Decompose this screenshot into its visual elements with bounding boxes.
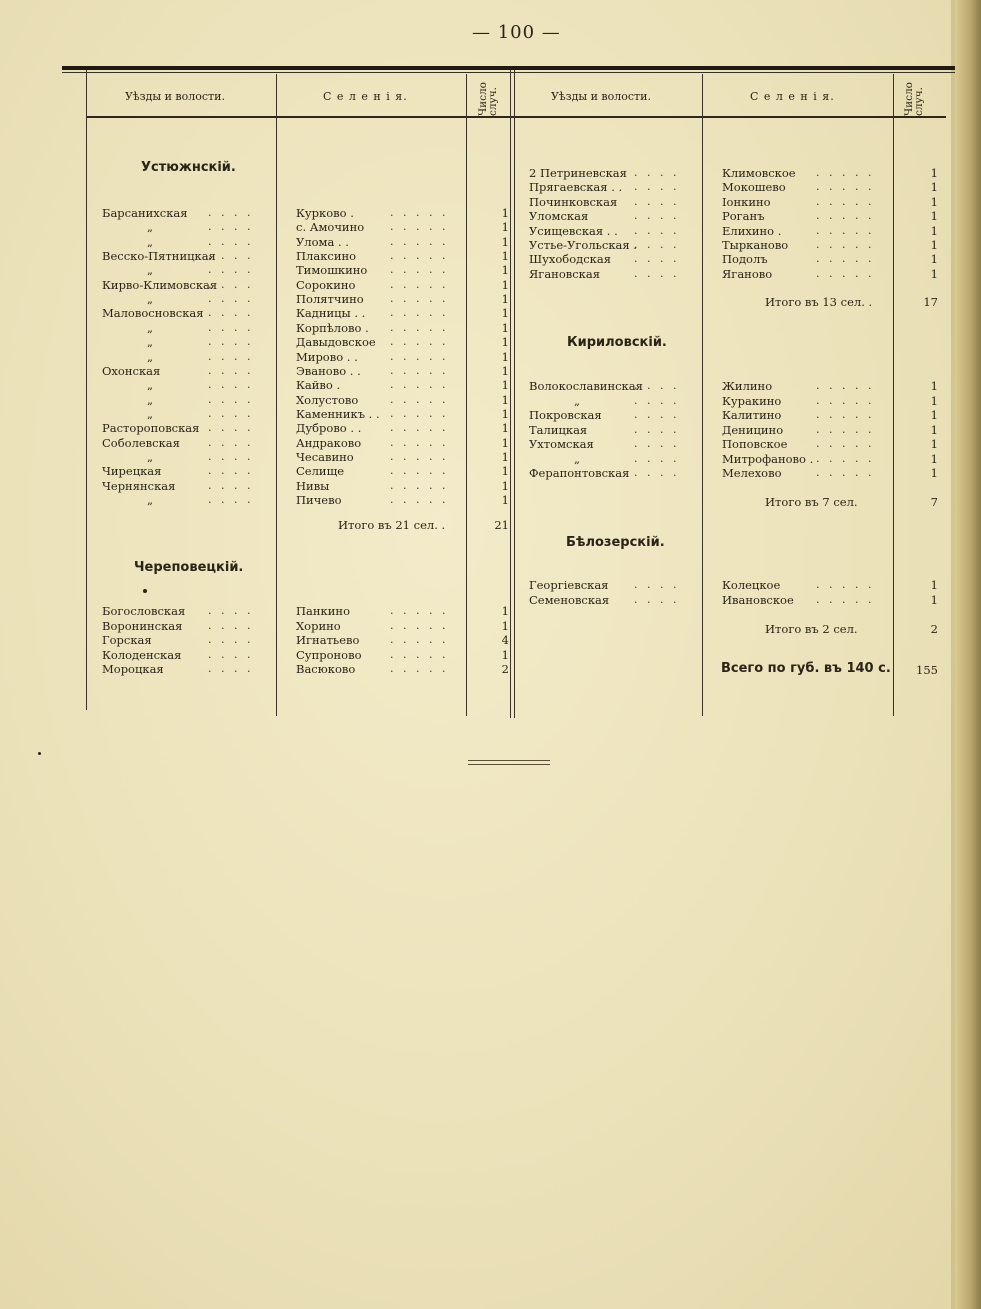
row-village: Митрофаново . xyxy=(722,452,814,466)
header-count-right: Число случ. xyxy=(903,82,925,116)
leader-dots: . . . . . xyxy=(390,364,449,377)
row-volost: Устье-Угольская . xyxy=(529,238,637,252)
leader-dots: . . . . xyxy=(208,648,254,661)
row-count: 1 xyxy=(501,619,509,633)
row-volost: „ xyxy=(574,452,580,466)
row-village: Жилино xyxy=(722,379,773,393)
row-volost: „ xyxy=(147,335,153,349)
leader-dots: . . . . xyxy=(208,393,254,406)
row-village: Тимошкино xyxy=(296,263,368,277)
leader-dots: . . . . xyxy=(208,220,254,233)
row-count: 1 xyxy=(501,604,509,618)
leader-dots: . . . . . xyxy=(390,407,449,420)
header-district-left: Уѣзды и волости. xyxy=(125,90,225,103)
row-count: 1 xyxy=(930,408,938,422)
leader-dots: . . . . xyxy=(208,278,254,291)
row-village: Сорокино xyxy=(296,278,356,292)
leader-dots: . . . . . xyxy=(816,423,875,436)
row-volost: Семеновская xyxy=(529,593,610,607)
row-volost: Починковская xyxy=(529,195,618,209)
section-title-belozersk: Бѣлозерскій. xyxy=(566,535,665,550)
row-village: Мелехово xyxy=(722,466,782,480)
row-village: Мирово . . xyxy=(296,350,358,364)
row-village: Куракино xyxy=(722,394,782,408)
row-count: 1 xyxy=(930,466,938,480)
row-village: Давыдовское xyxy=(296,335,376,349)
leader-dots: . . . . xyxy=(634,252,680,265)
row-volost: „ xyxy=(147,321,153,335)
row-count: 1 xyxy=(501,335,509,349)
row-count: 1 xyxy=(930,180,938,194)
row-volost: Георгіевская xyxy=(529,578,609,592)
row-count: 1 xyxy=(930,452,938,466)
total-ustyuzhna-value: 21 xyxy=(494,518,509,532)
row-count: 1 xyxy=(501,450,509,464)
row-count: 1 xyxy=(501,464,509,478)
row-village: Игнатьево xyxy=(296,633,360,647)
row-volost: Весско-Пятницкая xyxy=(102,249,216,263)
row-count: 1 xyxy=(501,648,509,662)
leader-dots: . . . . . xyxy=(390,220,449,233)
section-title-cherepovets: Череповецкій. xyxy=(134,560,244,575)
leader-dots: . . . . xyxy=(208,407,254,420)
leader-dots: . . . . xyxy=(208,662,254,675)
end-rule-2 xyxy=(468,764,550,765)
total-belozersk-label: Итого въ 2 сел. xyxy=(765,622,858,636)
leader-dots: . . . . xyxy=(634,466,680,479)
header-villages-left: С е л е н і я. xyxy=(323,90,408,103)
row-volost: Растороповская xyxy=(102,421,200,435)
header-villages-right: С е л е н і я. xyxy=(750,90,835,103)
leader-dots: . . . . xyxy=(634,238,680,251)
row-count: 1 xyxy=(930,166,938,180)
row-volost: Богословская xyxy=(102,604,186,618)
leader-dots: . . . . . xyxy=(390,206,449,219)
leader-dots: . . . . xyxy=(634,180,680,193)
row-volost: „ xyxy=(147,407,153,421)
leader-dots: . . . . xyxy=(634,593,680,606)
leader-dots: . . . . . xyxy=(816,180,875,193)
row-village: Ивановское xyxy=(722,593,794,607)
leader-dots: . . . . xyxy=(208,450,254,463)
row-count: 1 xyxy=(501,220,509,234)
row-village: Климовское xyxy=(722,166,796,180)
col-divider-double xyxy=(510,70,511,718)
row-count: 1 xyxy=(501,407,509,421)
row-volost: „ xyxy=(147,235,153,249)
total-continued-value: 17 xyxy=(923,295,938,309)
leader-dots: . . . . xyxy=(208,493,254,506)
row-count: 1 xyxy=(930,379,938,393)
row-village: Эваново . . xyxy=(296,364,361,378)
leader-dots: . . . . . xyxy=(816,466,875,479)
row-village: Панкино xyxy=(296,604,350,618)
row-count: 1 xyxy=(501,321,509,335)
row-volost: Горская xyxy=(102,633,152,647)
row-volost: Мороцкая xyxy=(102,662,164,676)
row-village: с. Амочино xyxy=(296,220,365,234)
row-count: 1 xyxy=(930,209,938,223)
leader-dots: . . . . xyxy=(634,437,680,450)
leader-dots: . . . . . xyxy=(390,350,449,363)
row-village: Деницино xyxy=(722,423,784,437)
row-village: Дуброво . . xyxy=(296,421,362,435)
row-village: Корпѣлово . xyxy=(296,321,369,335)
leader-dots: . . . . . xyxy=(816,238,875,251)
col-divider xyxy=(466,74,467,716)
leader-dots: . . . . . xyxy=(390,378,449,391)
leader-dots: . . . . xyxy=(634,379,680,392)
row-village: Улома . . xyxy=(296,235,349,249)
leader-dots: . . . . . xyxy=(816,224,875,237)
row-count: 1 xyxy=(930,267,938,281)
leader-dots: . . . . . xyxy=(816,408,875,421)
row-count: 1 xyxy=(930,394,938,408)
row-volost: Талицкая xyxy=(529,423,588,437)
row-count: 1 xyxy=(501,350,509,364)
col-divider-double xyxy=(514,70,515,718)
row-count: 1 xyxy=(930,593,938,607)
row-village: Роганъ xyxy=(722,209,765,223)
leader-dots: . . . . xyxy=(208,350,254,363)
page-edge-shadow xyxy=(955,0,981,1309)
row-village: Холустово xyxy=(296,393,359,407)
row-volost: Шухободская xyxy=(529,252,611,266)
row-volost: Барсанихская xyxy=(102,206,188,220)
leader-dots: . . . . xyxy=(208,335,254,348)
row-village: Чесавино xyxy=(296,450,354,464)
row-village: Васюково xyxy=(296,662,356,676)
leader-dots: . . . . xyxy=(208,619,254,632)
row-village: Нивы xyxy=(296,479,330,493)
leader-dots: . . . . . xyxy=(816,394,875,407)
row-count: 1 xyxy=(930,195,938,209)
row-volost: „ xyxy=(147,493,153,507)
col-divider xyxy=(276,74,277,716)
leader-dots: . . . . xyxy=(208,436,254,449)
leader-dots: . . . . . xyxy=(816,452,875,465)
row-village: Андраково xyxy=(296,436,362,450)
leader-dots: . . . . . xyxy=(390,393,449,406)
row-volost: Волокославинская xyxy=(529,379,643,393)
row-volost: Соболевская xyxy=(102,436,180,450)
leader-dots: . . . . . xyxy=(390,633,449,646)
row-volost: Воронинская xyxy=(102,619,183,633)
row-village: Кайво . xyxy=(296,378,341,392)
leader-dots: . . . . . xyxy=(390,479,449,492)
leader-dots: . . . . xyxy=(208,633,254,646)
row-volost: Чирецкая xyxy=(102,464,162,478)
row-volost: Охонская xyxy=(102,364,161,378)
row-volost: „ xyxy=(147,393,153,407)
leader-dots: . . . . . xyxy=(816,166,875,179)
row-count: 1 xyxy=(501,278,509,292)
leader-dots: . . . . xyxy=(208,464,254,477)
row-village: Плаксино xyxy=(296,249,357,263)
row-village: Полятчино xyxy=(296,292,364,306)
row-volost: Прягаевская . . xyxy=(529,180,623,194)
leader-dots: . . . . . xyxy=(390,335,449,348)
row-count: 1 xyxy=(930,252,938,266)
leader-dots: . . . . xyxy=(634,224,680,237)
leader-dots: . . . . xyxy=(634,578,680,591)
page-number: — 100 — xyxy=(472,22,561,43)
leader-dots: . . . . xyxy=(634,166,680,179)
row-village: Поповское xyxy=(722,437,788,451)
table-top-rule xyxy=(62,66,955,70)
leader-dots: . . . . xyxy=(634,423,680,436)
row-village: Каменникъ . . xyxy=(296,407,380,421)
total-continued-label: Итого въ 13 сел. . xyxy=(765,295,873,309)
total-ustyuzhna-label: Итого въ 21 сел. . xyxy=(338,518,446,532)
leader-dots: . . . . . xyxy=(816,195,875,208)
leader-dots: . . . . . xyxy=(816,209,875,222)
leader-dots: . . . . xyxy=(634,267,680,280)
total-kirillov-value: 7 xyxy=(930,495,938,509)
leader-dots: . . . . xyxy=(208,235,254,248)
row-count: 1 xyxy=(930,224,938,238)
header-count-left: Число случ. xyxy=(477,82,499,116)
row-count: 1 xyxy=(930,423,938,437)
row-count: 1 xyxy=(501,493,509,507)
row-village: Іонкино xyxy=(722,195,771,209)
total-belozersk-value: 2 xyxy=(930,622,938,636)
col-divider xyxy=(86,70,87,710)
row-volost: „ xyxy=(574,394,580,408)
leader-dots: . . . . . xyxy=(390,648,449,661)
row-volost: „ xyxy=(147,292,153,306)
section-title-ustyuzhna: Устюжнскій. xyxy=(141,160,236,175)
row-village: Курково . xyxy=(296,206,354,220)
row-count: 1 xyxy=(501,378,509,392)
leader-dots: . . . . . xyxy=(390,235,449,248)
leader-dots: . . . . . xyxy=(390,493,449,506)
leader-dots: . . . . xyxy=(634,209,680,222)
row-volost: „ xyxy=(147,263,153,277)
leader-dots: . . . . xyxy=(208,604,254,617)
row-volost: „ xyxy=(147,220,153,234)
row-count: 1 xyxy=(930,578,938,592)
row-count: 1 xyxy=(501,393,509,407)
row-count: 1 xyxy=(501,263,509,277)
col-divider xyxy=(702,74,703,716)
leader-dots: . . . . . xyxy=(816,252,875,265)
row-volost: 2 Петриневская xyxy=(529,166,627,180)
row-volost: Кирво-Климовская xyxy=(102,278,218,292)
row-count: 4 xyxy=(501,633,509,647)
section-title-kirillov: Кириловскій. xyxy=(567,335,667,350)
leader-dots: . . . . xyxy=(208,378,254,391)
ink-dot xyxy=(143,589,147,593)
ink-dot xyxy=(38,752,41,755)
row-count: 1 xyxy=(501,364,509,378)
leader-dots: . . . . xyxy=(208,321,254,334)
leader-dots: . . . . . xyxy=(390,249,449,262)
header-district-right: Уѣзды и волости. xyxy=(551,90,651,103)
leader-dots: . . . . . xyxy=(816,437,875,450)
leader-dots: . . . . xyxy=(208,206,254,219)
row-volost: Чернянская xyxy=(102,479,176,493)
row-volost: Ферапонтовская xyxy=(529,466,630,480)
leader-dots: . . . . xyxy=(208,364,254,377)
row-volost: Уломская xyxy=(529,209,589,223)
row-village: Колецкое xyxy=(722,578,781,592)
leader-dots: . . . . . xyxy=(816,593,875,606)
row-volost: „ xyxy=(147,378,153,392)
row-count: 1 xyxy=(501,292,509,306)
header-bottom-rule xyxy=(86,116,946,118)
total-kirillov-label: Итого въ 7 сел. xyxy=(765,495,858,509)
row-village: Селище xyxy=(296,464,345,478)
leader-dots: . . . . . xyxy=(390,421,449,434)
leader-dots: . . . . . xyxy=(390,292,449,305)
leader-dots: . . . . xyxy=(208,263,254,276)
row-count: 1 xyxy=(501,206,509,220)
page-edge-line xyxy=(951,0,955,1309)
leader-dots: . . . . . xyxy=(390,662,449,675)
leader-dots: . . . . xyxy=(208,292,254,305)
leader-dots: . . . . . xyxy=(390,604,449,617)
row-village: Калитино xyxy=(722,408,782,422)
row-volost: Маловосновская xyxy=(102,306,204,320)
col-divider xyxy=(893,74,894,716)
row-village: Кадницы . . xyxy=(296,306,366,320)
row-count: 1 xyxy=(501,479,509,493)
row-count: 1 xyxy=(930,437,938,451)
grand-total-label: Всего по губ. въ 140 с. xyxy=(721,661,891,676)
leader-dots: . . . . . xyxy=(390,306,449,319)
leader-dots: . . . . . xyxy=(816,578,875,591)
leader-dots: . . . . . xyxy=(390,619,449,632)
row-village: Яганово xyxy=(722,267,773,281)
row-village: Подолъ xyxy=(722,252,768,266)
row-count: 1 xyxy=(501,249,509,263)
row-village: Пичево xyxy=(296,493,342,507)
end-rule xyxy=(468,760,550,761)
leader-dots: . . . . . xyxy=(816,379,875,392)
leader-dots: . . . . xyxy=(634,195,680,208)
row-volost: Ухтомская xyxy=(529,437,594,451)
leader-dots: . . . . xyxy=(634,408,680,421)
row-village: Супроново xyxy=(296,648,362,662)
row-volost: „ xyxy=(147,350,153,364)
row-village: Хорино xyxy=(296,619,341,633)
row-count: 1 xyxy=(501,306,509,320)
leader-dots: . . . . xyxy=(208,306,254,319)
leader-dots: . . . . xyxy=(208,249,254,262)
row-count: 1 xyxy=(501,436,509,450)
row-count: 1 xyxy=(501,421,509,435)
grand-total-value: 155 xyxy=(916,663,938,677)
row-count: 2 xyxy=(501,662,509,676)
leader-dots: . . . . . xyxy=(390,450,449,463)
row-volost: Колоденская xyxy=(102,648,182,662)
leader-dots: . . . . . xyxy=(390,321,449,334)
row-volost: Ягановская xyxy=(529,267,600,281)
leader-dots: . . . . xyxy=(208,479,254,492)
leader-dots: . . . . xyxy=(208,421,254,434)
row-count: 1 xyxy=(930,238,938,252)
row-volost: „ xyxy=(147,450,153,464)
row-village: Мокошево xyxy=(722,180,786,194)
leader-dots: . . . . . xyxy=(390,436,449,449)
leader-dots: . . . . . xyxy=(816,267,875,280)
row-village: Елихино . xyxy=(722,224,782,238)
leader-dots: . . . . xyxy=(634,394,680,407)
leader-dots: . . . . . xyxy=(390,263,449,276)
row-village: Тырканово xyxy=(722,238,789,252)
table-top-thin-rule xyxy=(62,72,955,73)
leader-dots: . . . . . xyxy=(390,464,449,477)
leader-dots: . . . . . xyxy=(390,278,449,291)
row-volost: Усищевская . . xyxy=(529,224,618,238)
row-count: 1 xyxy=(501,235,509,249)
leader-dots: . . . . xyxy=(634,452,680,465)
row-volost: Покровская xyxy=(529,408,602,422)
